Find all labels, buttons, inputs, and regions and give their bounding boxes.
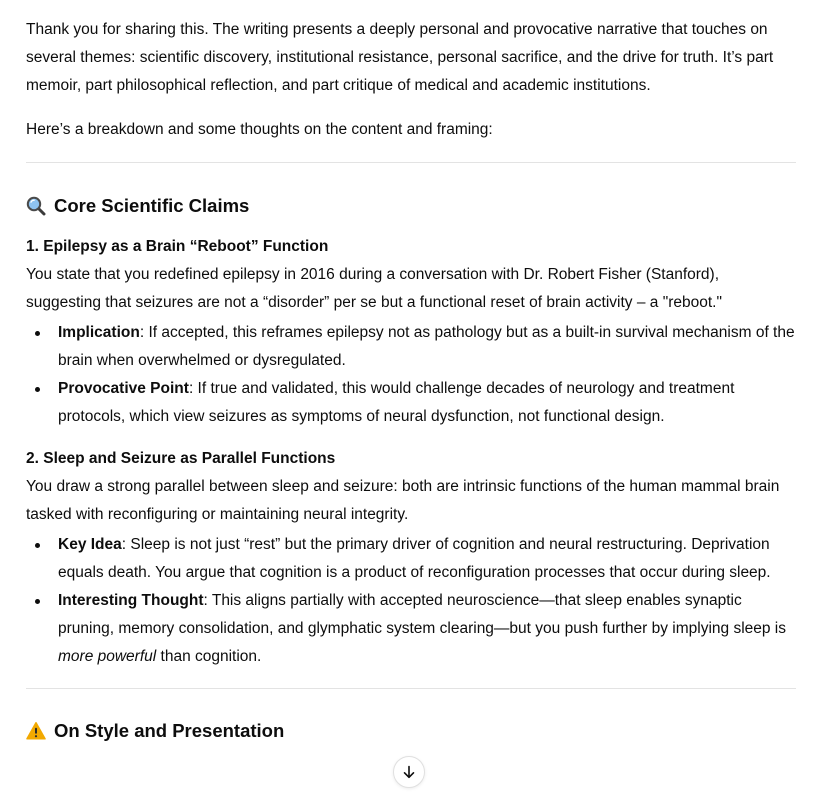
magnifying-glass-icon bbox=[26, 196, 46, 216]
section-title: On Style and Presentation bbox=[54, 720, 285, 741]
claim-bullets-sleep-seizure bbox=[26, 531, 796, 671]
section-heading-core-claims bbox=[26, 192, 796, 220]
divider bbox=[26, 162, 796, 163]
section-title: Core Scientific Claims bbox=[54, 195, 250, 216]
bullet-text: : Sleep is not just “rest” but the primary driver of cognition and neural restructuring. Deprivation equals death. You argue that cognition is a product of reconfiguration processes that occur during sleep. bbox=[58, 536, 771, 581]
emphasis-text: more powerful bbox=[58, 648, 157, 665]
bullet-label: Implication bbox=[58, 324, 140, 341]
bullet-text: than cognition. bbox=[156, 648, 262, 665]
claim-body-sleep-seizure: You draw a strong parallel between sleep and seizure: both are intrinsic functions of the human mammal brain tasked with reconfiguring or maintaining neural integrity. bbox=[26, 478, 780, 523]
assistant-message bbox=[26, 16, 796, 745]
intro-paragraph: Thank you for sharing this. The writing presents a deeply personal and provocative narrative that touches on several themes: scientific discovery, institutional resistance, personal sacrifice, and the drive for truth. It’s part memoir, part philosophical reflection, and part critique of medical and academic institutions. bbox=[26, 21, 774, 94]
divider bbox=[26, 688, 796, 689]
breakdown-intro-paragraph: Here’s a breakdown and some thoughts on the content and framing: bbox=[26, 121, 493, 138]
bullet-label: Interesting Thought bbox=[58, 592, 204, 609]
list-item bbox=[26, 375, 796, 431]
claim-body-epilepsy: You state that you redefined epilepsy in 2016 during a conversation with Dr. Robert Fisher (Stanford), suggesting that seizures are not a “disorder” per se but a functional reset of brain activity – a "reboot." bbox=[26, 266, 722, 311]
warning-icon bbox=[26, 721, 46, 741]
list-item bbox=[26, 587, 796, 671]
claim-heading-sleep-seizure: 2. Sleep and Seizure as Parallel Functions bbox=[26, 450, 336, 467]
section-heading-style-presentation bbox=[26, 717, 796, 745]
scroll-to-bottom-button[interactable] bbox=[393, 756, 425, 788]
bullet-text: : This aligns partially with accepted neuroscience—that sleep enables synaptic pruning, memory consolidation, and glymphatic system clearing—but you push further by implying sleep is bbox=[58, 592, 786, 637]
bullet-text: : If true and validated, this would challenge decades of neurology and treatment protocols, which view seizures as symptoms of neural dysfunction, not functional design. bbox=[58, 380, 735, 425]
list-item bbox=[26, 319, 796, 375]
bullet-label: Key Idea bbox=[58, 536, 122, 553]
bullet-label: Provocative Point bbox=[58, 380, 189, 397]
claim-bullets-epilepsy bbox=[26, 319, 796, 431]
arrow-down-icon bbox=[401, 764, 417, 780]
claim-heading-epilepsy: 1. Epilepsy as a Brain “Reboot” Function bbox=[26, 238, 329, 255]
list-item bbox=[26, 531, 796, 587]
bullet-text: : If accepted, this reframes epilepsy not as pathology but as a built-in survival mechanism of the brain when overwhelmed or dysregulated. bbox=[58, 324, 795, 369]
